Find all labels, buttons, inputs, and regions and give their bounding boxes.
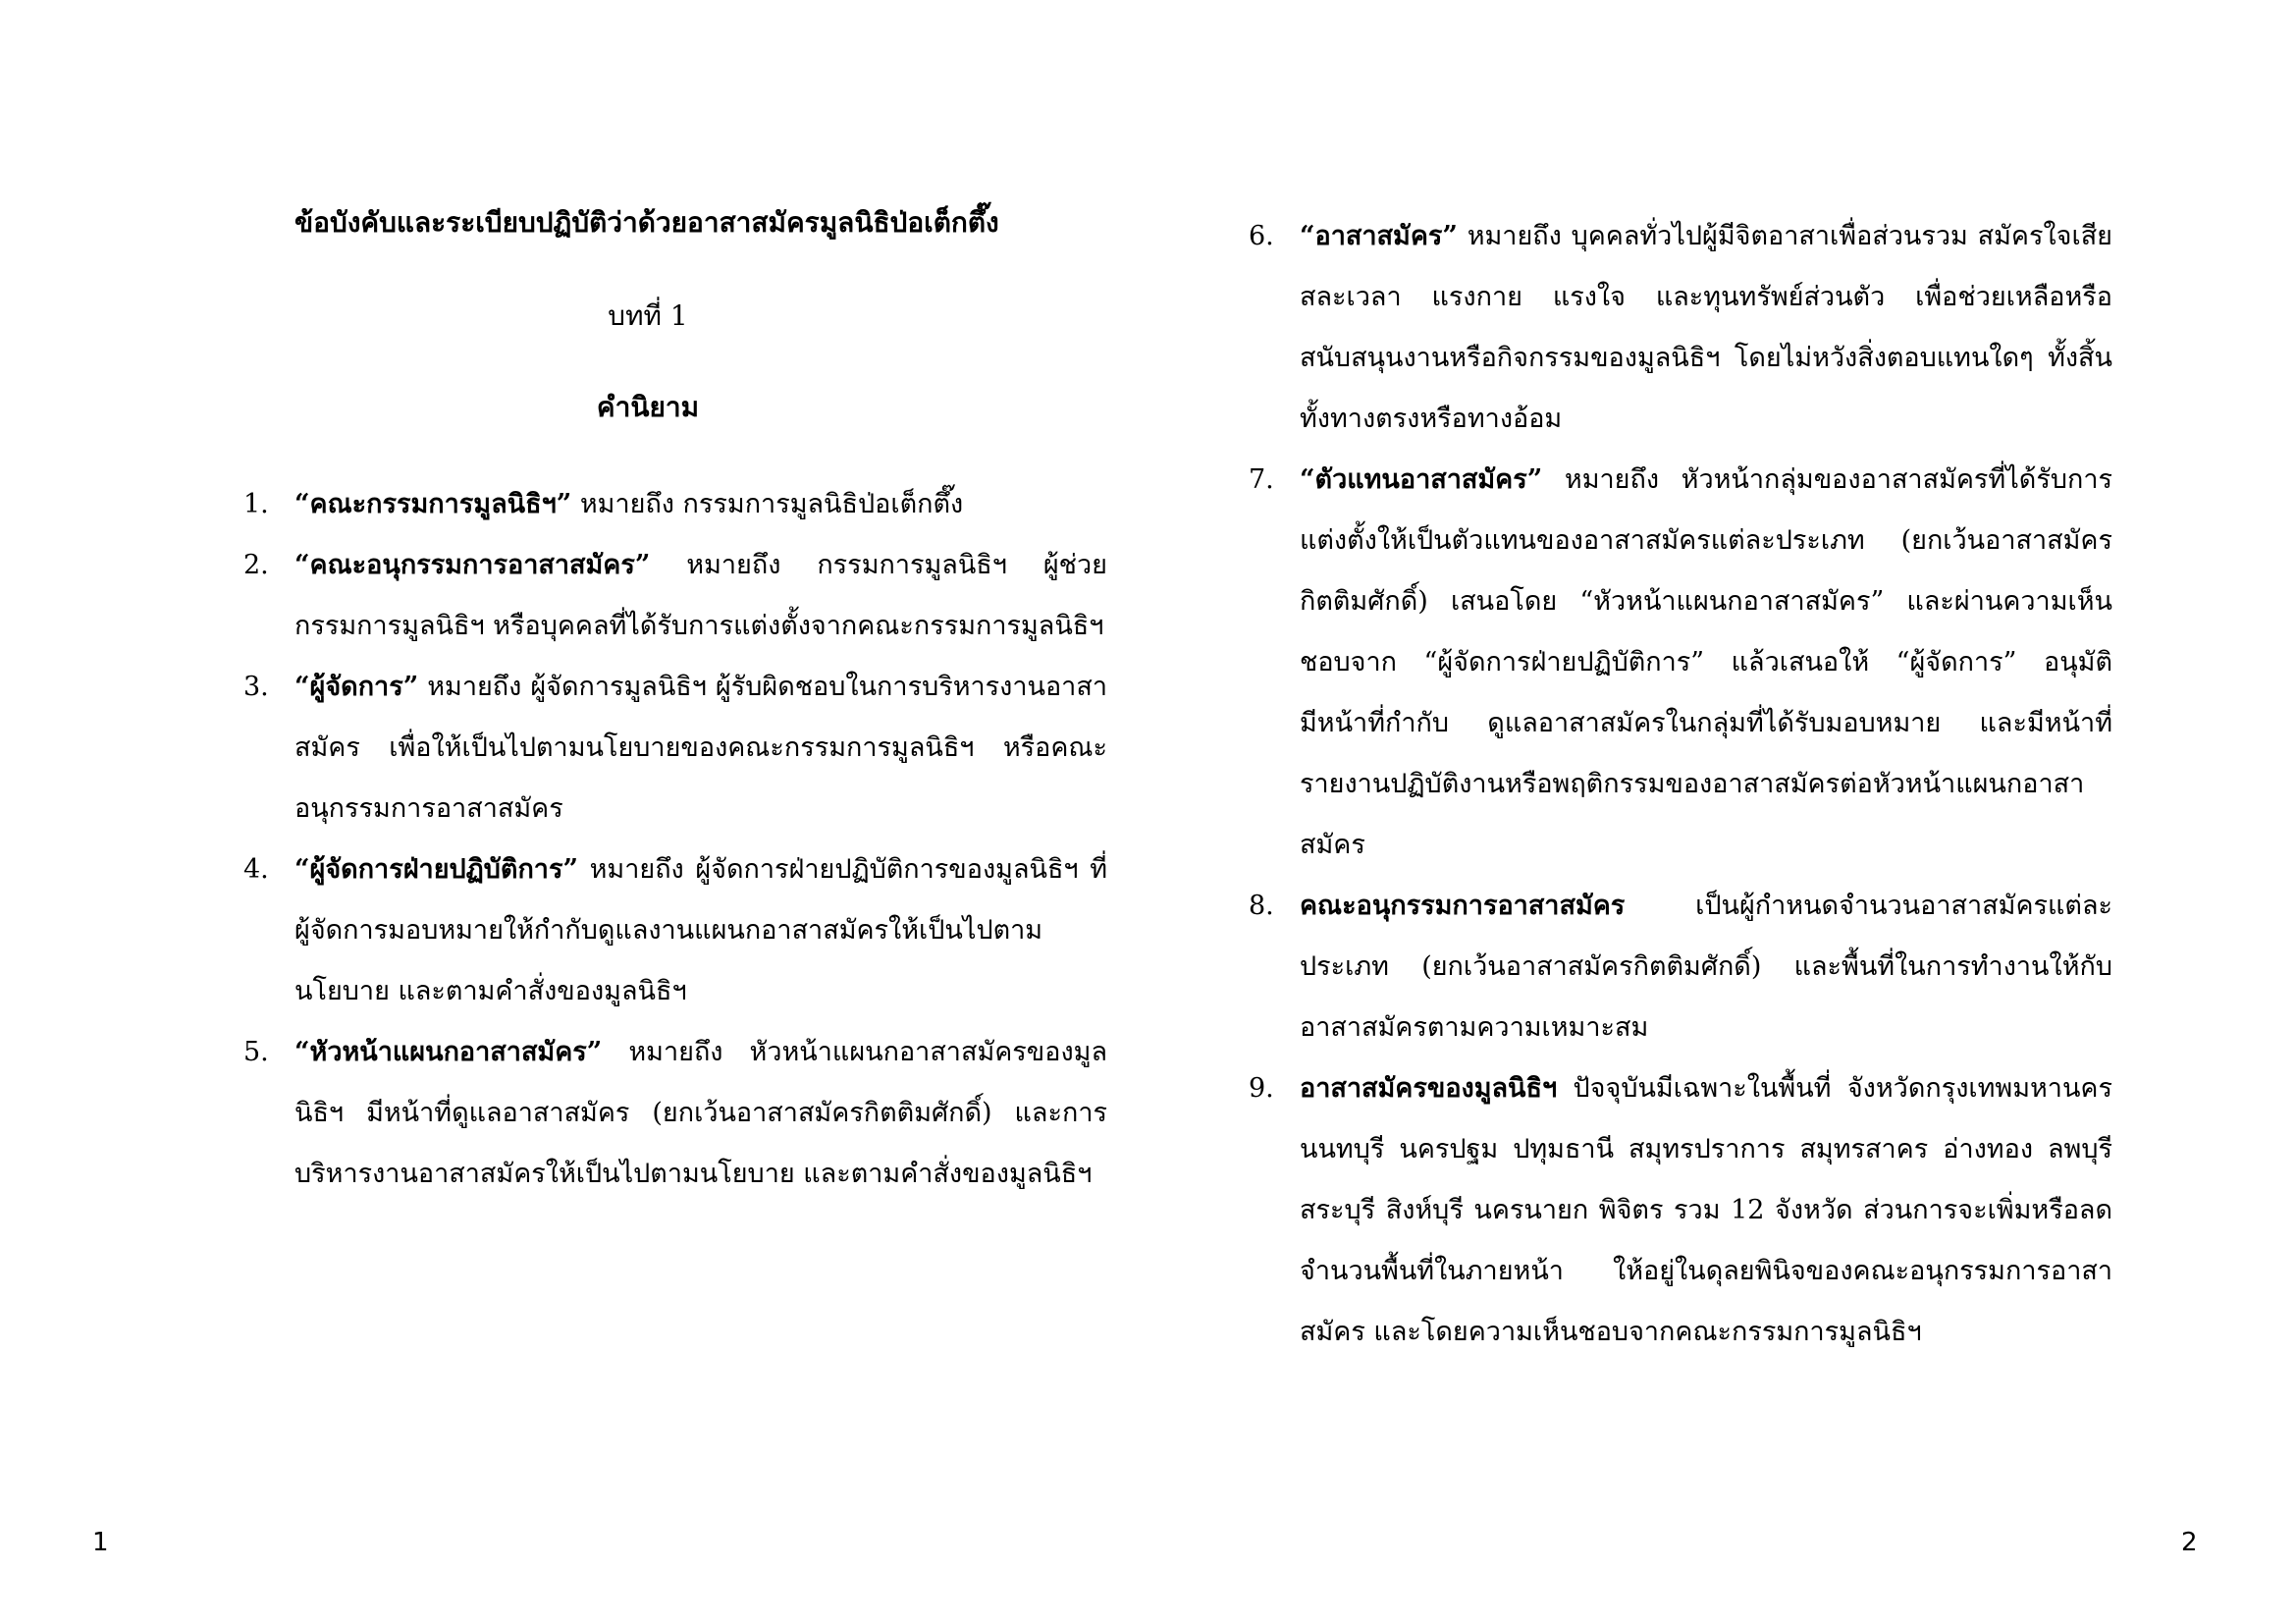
page-number: 2 <box>2181 1528 2198 1557</box>
page-number: 1 <box>92 1528 109 1557</box>
right-page <box>1148 0 2296 1624</box>
chapter-label: บทที่ 1 <box>608 299 688 332</box>
definition-text: หมายถึง หัวหน้าแผนกอาสาสมัครของมูลนิธิฯ มีหน้าที่ดูแลอาสาสมัคร (ยกเว้นอาสาสมัครกิตติมศักดิ์) และการบริหารงานอาสาสมัครให้เป็นไปตามนโยบาย และตามคำสั่งของมูลนิธิฯ <box>294 1037 1107 1189</box>
definition-term: “อาสาสมัคร” <box>1300 221 1458 251</box>
definition-term: คณะอนุกรรมการอาสาสมัคร <box>1300 891 1626 921</box>
section-heading: คำนิยาม <box>596 391 700 423</box>
definition-number: 4. <box>243 854 269 885</box>
definition-item <box>1249 206 2112 450</box>
definition-number: 5. <box>243 1037 269 1067</box>
definition-text: หมายถึง ผู้จัดการฝ่ายปฏิบัติการของมูลนิธิฯ ที่ผู้จัดการมอบหมายให้กำกับดูแลงานแผนกอาสาสมัครให้เป็นไปตามนโยบาย และตามคำสั่งของมูลนิธิฯ <box>294 854 1107 1006</box>
definition-number: 6. <box>1249 221 1274 251</box>
definition-item <box>243 839 1107 1022</box>
definition-item <box>243 1022 1107 1205</box>
definition-text: ปัจจุบันมีเฉพาะในพื้นที่ จังหวัดกรุงเทพมหานคร นนทบุรี นครปฐม ปทุมธานี สมุทรปราการ สมุทรสาคร อ่างทอง ลพบุรี สระบุรี สิงห์บุรี นครนายก พิจิตร รวม 12 จังหวัด ส่วนการจะเพิ่มหรือลดจำนวนพื้นที่ในภายหน้า ให้อยู่ในดุลยพินิจของคณะอนุกรรมการอาสาสมัคร และโดยความเห็นชอบจากคณะกรรมการมูลนิธิฯ <box>1300 1073 2112 1347</box>
definition-item <box>1249 1058 2112 1363</box>
definition-number: 3. <box>243 672 269 702</box>
definition-number: 9. <box>1249 1073 1274 1104</box>
definition-term: “ผู้จัดการ” <box>294 672 419 702</box>
definition-term: “คณะกรรมการมูลนิธิฯ” <box>294 489 572 519</box>
definition-number: 7. <box>1249 464 1274 495</box>
definition-number: 1. <box>243 489 269 519</box>
definition-text: หมายถึง บุคคลทั่วไปผู้มีจิตอาสาเพื่อส่วนรวม สมัครใจเสียสละเวลา แรงกาย แรงใจ และทุนทรัพย์ส่วนตัว เพื่อช่วยเหลือหรือสนับสนุนงานหรือกิจกรรมของมูลนิธิฯ โดยไม่หวังสิ่งตอบแทนใดๆ ทั้งสิ้นทั้งทางตรงหรือทางอ้อม <box>1300 221 2112 434</box>
definition-term: “หัวหน้าแผนกอาสาสมัคร” <box>294 1037 603 1067</box>
definition-item <box>243 474 1107 535</box>
definition-text: หมายถึง หัวหน้ากลุ่มของอาสาสมัครที่ได้รับการแต่งตั้งให้เป็นตัวแทนของอาสาสมัครแต่ละประเภท (ยกเว้นอาสาสมัครกิตติมศักดิ์) เสนอโดย “หัวหน้าแผนกอาสาสมัคร” และผ่านความเห็นชอบจาก “ผู้จัดการฝ่ายปฏิบัติการ” แล้วเสนอให้ “ผู้จัดการ” อนุมัติ มีหน้าที่กำกับ ดูแลอาสาสมัครในกลุ่มที่ได้รับมอบหมาย และมีหน้าที่รายงานปฏิบัติงานหรือพฤติกรรมของอาสาสมัครต่อหัวหน้าแผนกอาสาสมัคร <box>1300 464 2112 860</box>
definition-text: หมายถึง ผู้จัดการมูลนิธิฯ ผู้รับผิดชอบในการบริหารงานอาสาสมัคร เพื่อให้เป็นไปตามนโยบายของคณะกรรมการมูลนิธิฯ หรือคณะอนุกรรมการอาสาสมัคร <box>294 672 1107 824</box>
definition-term: “ตัวแทนอาสาสมัคร” <box>1300 464 1543 495</box>
definition-number: 2. <box>243 550 269 580</box>
definition-list-left <box>243 474 1107 1205</box>
definition-term: “คณะอนุกรรมการอาสาสมัคร” <box>294 550 651 580</box>
definition-item <box>1249 876 2112 1058</box>
definition-text: หมายถึง กรรมการมูลนิธิฯ ผู้ช่วยกรรมการมูลนิธิฯ หรือบุคคลที่ได้รับการแต่งตั้งจากคณะกรรมการมูลนิธิฯ <box>294 550 1107 641</box>
definition-list-right <box>1249 206 2112 1363</box>
definition-item <box>243 657 1107 839</box>
definition-term: “ผู้จัดการฝ่ายปฏิบัติการ” <box>294 854 578 885</box>
definition-term: อาสาสมัครของมูลนิธิฯ <box>1300 1073 1558 1104</box>
document-title: ข้อบังคับและระเบียบปฏิบัติว่าด้วยอาสาสมัครมูลนิธิป่อเต็กตึ๊ง <box>294 206 999 239</box>
definition-number: 8. <box>1249 891 1274 921</box>
definition-item <box>1249 450 2112 876</box>
definition-text: เป็นผู้กำหนดจำนวนอาสาสมัครแต่ละประเภท (ยกเว้นอาสาสมัครกิตติมศักดิ์) และพื้นที่ในการทำงานให้กับอาสาสมัครตามความเหมาะสม <box>1300 891 2112 1043</box>
definition-text: หมายถึง กรรมการมูลนิธิป่อเต็กตึ๊ง <box>571 489 964 519</box>
definition-item <box>243 535 1107 657</box>
